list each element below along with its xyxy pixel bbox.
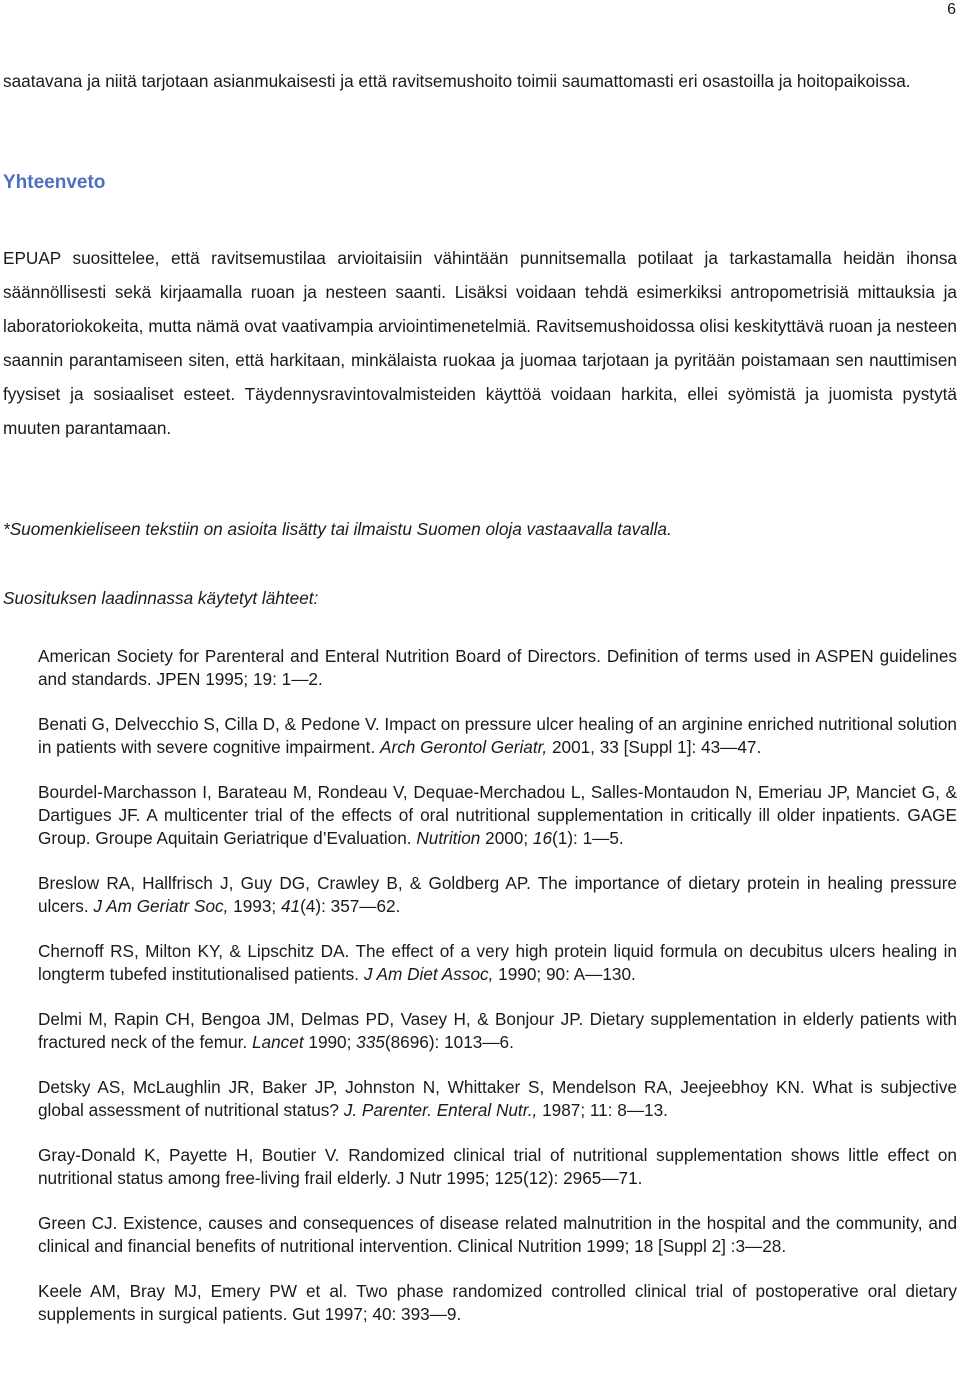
reference-item: Gray-Donald K, Payette H, Boutier V. Randomized clinical trial of nutritional supplementation shows little effect on nutritional status among free-living frail elderly. J Nutr 1995; 125(12): 2965—71. bbox=[38, 1145, 957, 1188]
reference-item: Chernoff RS, Milton KY, & Lipschitz DA. The effect of a very high protein liquid formula on decubitus ulcers healing in longterm tubefed institutionalised patients. J Am Diet Assoc, 1990; 90: A—130. bbox=[38, 941, 957, 984]
reference-item: Breslow RA, Hallfrisch J, Guy DG, Crawley B, & Goldberg AP. The importance of dietary protein in healing pressure ulcers. J Am Geriatr Soc, 1993; 41(4): 357—62. bbox=[38, 873, 957, 916]
translation-note: *Suomenkieliseen tekstiin on asioita lisätty tai ilmaistu Suomen oloja vastaavalla tavalla. bbox=[3, 519, 672, 539]
reference-item: Keele AM, Bray MJ, Emery PW et al. Two phase randomized controlled clinical trial of postoperative oral dietary supplements in surgical patients. Gut 1997; 40: 393—9. bbox=[38, 1281, 957, 1324]
reference-item: Detsky AS, McLaughlin JR, Baker JP, Johnston N, Whittaker S, Mendelson RA, Jeejeebhoy KN. What is subjective global assessment of nutritional status? J. Parenter. Enteral Nutr., 1987; 11: 8—13. bbox=[38, 1077, 957, 1120]
reference-item: Delmi M, Rapin CH, Bengoa JM, Delmas PD, Vasey H, & Bonjour JP. Dietary supplementation in elderly patients with fractured neck of the femur. Lancet 1990; 335(8696): 1013—6. bbox=[38, 1009, 957, 1052]
reference-item: American Society for Parenteral and Enteral Nutrition Board of Directors. Definition of terms used in ASPEN guidelines and standards. JPEN 1995; 19: 1—2. bbox=[38, 646, 957, 689]
sources-title: Suosituksen laadinnassa käytetyt lähteet: bbox=[3, 588, 319, 608]
reference-item: Benati G, Delvecchio S, Cilla D, & Pedone V. Impact on pressure ulcer healing of an arginine enriched nutritional solution in patients with severe cognitive impairment. Arch Gerontol Geriatr, 2001, 33 [Suppl 1]: 43—47. bbox=[38, 714, 957, 757]
section-heading: Yhteenveto bbox=[3, 172, 106, 193]
reference-list bbox=[38, 645, 957, 1348]
summary-paragraph: EPUAP suosittelee, että ravitsemustilaa arvioitaisiin vähintään punnitsemalla potilaat ja tarkastamalla heidän ihonsa säännöllisesti sekä kirjaamalla ruoan ja nesteen saanti. Lisäksi voidaan tehdä esimerkiksi antropometrisiä mittauksia ja laboratoriokokeita, mutta nämä ovat vaativampia arviointimenetelmiä. Ravitsemushoidossa olisi keskityttävä ruoan ja nesteen saannin parantamiseen siten, että harkitaan, minkälaista ruokaa ja juomaa tarjotaan ja pyritään poistamaan sen nauttimisen fyysiset ja sosiaaliset esteet. Täydennysravintovalmisteiden käyttöä voidaan harkita, ellei syömistä ja juomista pystytä muuten parantamaan. bbox=[3, 248, 957, 438]
intro-paragraph: saatavana ja niitä tarjotaan asianmukaisesti ja että ravitsemushoito toimii saumattomasti eri osastoilla ja hoitopaikoissa. bbox=[3, 71, 911, 91]
reference-item: Green CJ. Existence, causes and consequences of disease related malnutrition in the hospital and the community, and clinical and financial benefits of nutritional intervention. Clinical Nutrition 1999; 18 [Suppl 2] :3—28. bbox=[38, 1213, 957, 1256]
page-number: 6 bbox=[947, 1, 956, 18]
reference-item: Bourdel-Marchasson I, Barateau M, Rondeau V, Dequae-Merchadou L, Salles-Montaudon N, Emeriau JP, Manciet G, & Dartigues JF. A multicenter trial of the effects of oral nutritional supplementation in critically ill older inpatients. GAGE Group. Groupe Aquitain Geriatrique d’Evaluation. Nutrition 2000; 16(1): 1—5. bbox=[38, 782, 957, 848]
